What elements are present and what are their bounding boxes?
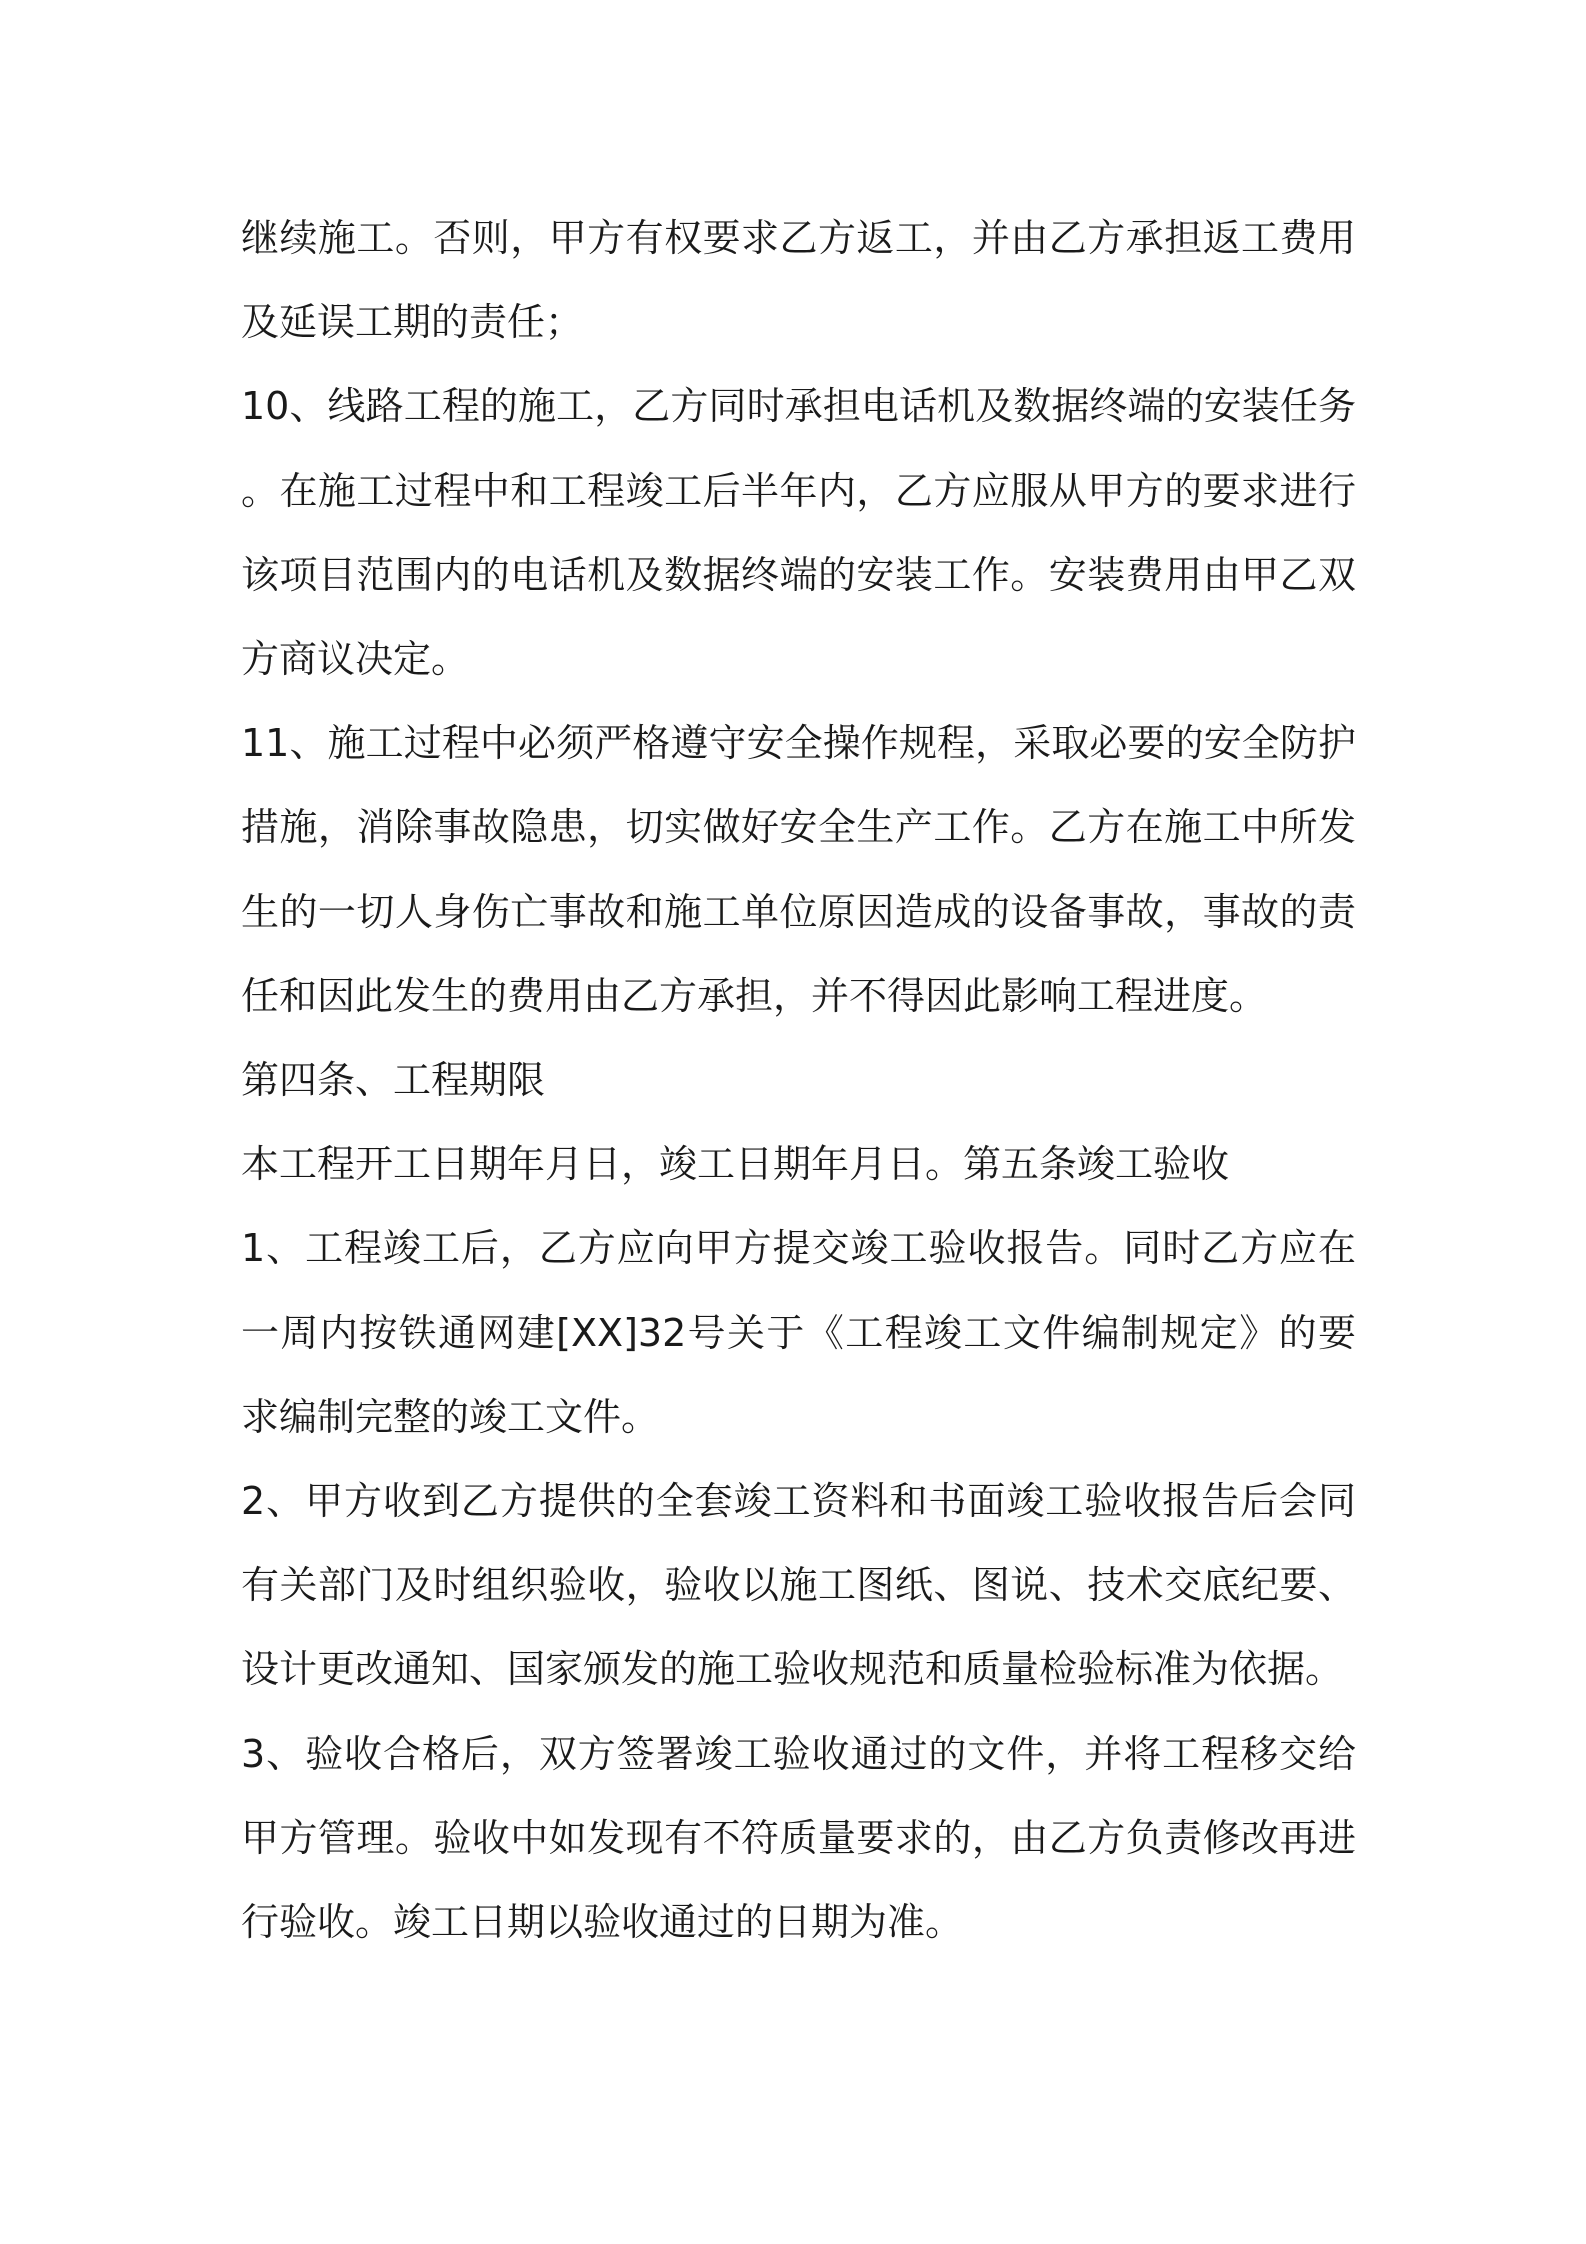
- section-heading-article-4: 第四条、工程期限: [241, 1058, 546, 1103]
- paragraph-acceptance-3: 3、验收合格后，双方签署竣工验收通过的文件，并将工程移交给甲方管理。验收中如发现有不符质量要求的，由乙方负责修改再进行验收。竣工日期以验收通过的日期为准。: [241, 1731, 1356, 1945]
- document-body: [241, 196, 1356, 1964]
- paragraph-continue-construction: 继续施工。否则，甲方有权要求乙方返工，并由乙方承担返工费用及延误工期的责任；: [241, 216, 1356, 345]
- paragraph-acceptance-1: 1、工程竣工后，乙方应向甲方提交竣工验收报告。同时乙方应在一周内按铁通网建[XX]32号关于《工程竣工文件编制规定》的要求编制完整的竣工文件。: [241, 1226, 1356, 1439]
- paragraph-acceptance-2: 2、甲方收到乙方提供的全套竣工资料和书面竣工验收报告后会同有关部门及时组织验收，验收以施工图纸、图说、技术交底纪要、设计更改通知、国家颁发的施工验收规范和质量检验标准为依据。: [241, 1479, 1356, 1692]
- paragraph-item-10: 10、线路工程的施工，乙方同时承担电话机及数据终端的安装任务。在施工过程中和工程竣工后半年内，乙方应服从甲方的要求进行该项目范围内的电话机及数据终端的安装工作。安装费用由甲乙双方商议决定。: [241, 384, 1356, 682]
- paragraph-project-dates: 本工程开工日期年月日，竣工日期年月日。第五条竣工验收: [241, 1142, 1230, 1187]
- paragraph-item-11: 11、施工过程中必须严格遵守安全操作规程，采取必要的安全防护措施，消除事故隐患，切实做好安全生产工作。乙方在施工中所发生的一切人身伤亡事故和施工单位原因造成的设备事故，事故的责任和因此发生的费用由乙方承担，并不得因此影响工程进度。: [241, 721, 1356, 1018]
